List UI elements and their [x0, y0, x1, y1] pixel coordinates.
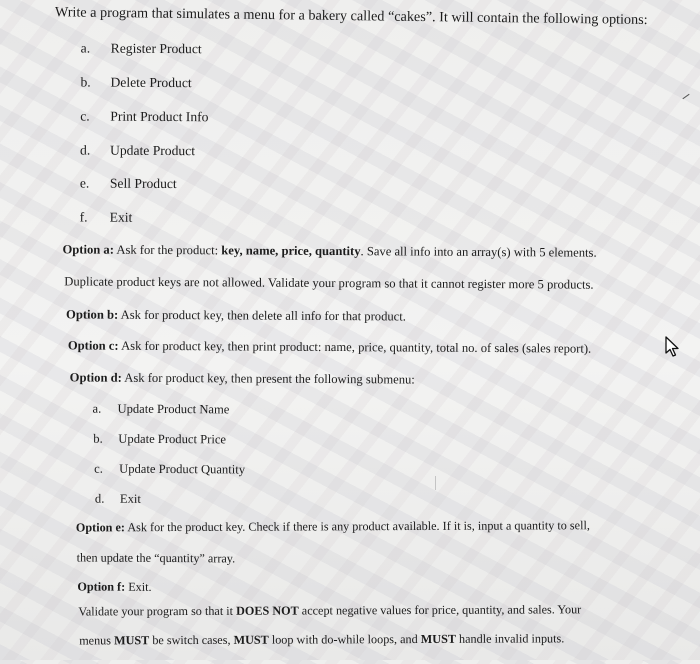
menu-item-update-product — [80, 142, 195, 159]
menu-label: Sell Product — [109, 175, 177, 192]
menu-label: Exit — [109, 209, 133, 225]
menu-label: Print Product Info — [110, 108, 209, 125]
option-c-label: Option c: — [67, 338, 119, 353]
option-e-label: Option e: — [75, 520, 125, 535]
option-f-line — [77, 578, 151, 594]
faint-mark — [435, 476, 436, 490]
option-d-label: Option d: — [69, 370, 122, 385]
validate-l2-mid-2: loop with do-while loops, and — [271, 632, 418, 647]
option-a-post: . Save all info into an array(s) with 5 elements. — [360, 244, 597, 260]
option-a-label: Option a: — [62, 242, 114, 257]
menu-item-register-product — [81, 40, 202, 57]
validate-l2-mid-1: be switch cases, — [152, 632, 231, 648]
submenu-item-update-quantity — [94, 461, 245, 478]
option-f-label: Option f: — [77, 579, 126, 594]
validate-must-2: MUST — [233, 632, 269, 647]
menu-marker: d. — [80, 142, 91, 158]
menu-marker: b. — [80, 74, 91, 90]
menu-marker: c. — [80, 108, 90, 124]
option-b-line — [66, 306, 406, 324]
menu-label: Update Product — [110, 142, 196, 159]
menu-item-print-product-info — [80, 108, 208, 125]
menu-item-delete-product — [80, 74, 191, 91]
validate-l2-post: handle invalid inputs. — [458, 631, 565, 646]
menu-marker: a. — [80, 40, 91, 56]
option-a-line-2: Duplicate product keys are not allowed. Validate your program so that it cannot register more 5 products. — [64, 274, 594, 292]
validate-must-1: MUST — [114, 633, 150, 648]
menu-item-sell-product — [80, 175, 177, 192]
submenu-marker: a. — [92, 401, 102, 416]
option-a-pre: Ask for the product: — [116, 242, 219, 258]
menu-marker: f. — [79, 209, 88, 225]
validate-must-3: MUST — [420, 631, 457, 647]
option-e-text: Ask for the product key. Check if there is any product available. If it is, input a quantity to sell, — [127, 518, 590, 535]
mouse-pointer-icon — [664, 336, 682, 358]
option-f-text: Exit. — [128, 579, 152, 594]
submenu-label: Update Product Name — [117, 401, 230, 417]
submenu-marker: d. — [94, 491, 105, 506]
validate-l1-bold: DOES NOT — [236, 603, 299, 618]
submenu-item-exit — [95, 491, 141, 507]
menu-item-exit — [80, 209, 133, 225]
validate-l2-pre: menus — [79, 633, 112, 648]
option-e-line-1 — [76, 517, 590, 535]
menu-label: Delete Product — [110, 74, 192, 91]
submenu-item-update-price — [93, 431, 226, 448]
validate-l1-pre: Validate your program so that it — [78, 603, 234, 619]
validate-line-1 — [78, 601, 581, 619]
submenu-label: Update Product Price — [118, 431, 227, 447]
submenu-marker: c. — [94, 461, 103, 476]
option-a-fields: key, name, price, quantity — [221, 243, 361, 259]
option-e-line-2: then update the “quantity” array. — [76, 550, 236, 566]
option-b-label: Option b: — [66, 307, 119, 322]
option-b-text: Ask for product key, then delete all info for that product. — [120, 307, 406, 324]
submenu-item-update-name — [92, 401, 229, 418]
submenu-marker: b. — [93, 431, 103, 446]
intro-text: Write a program that simulates a menu for a bakery called “cakes”. It will contain the following options: — [54, 4, 648, 29]
option-d-text: Ask for product key, then present the following submenu: — [124, 370, 415, 387]
option-c-line — [68, 337, 591, 356]
menu-label: Register Product — [110, 40, 202, 57]
submenu-label: Update Product Quantity — [119, 461, 246, 477]
option-c-text: Ask for product key, then print product: name, price, quantity, total no. of sales (sales report). — [121, 338, 592, 356]
validate-l1-post: accept negative values for price, quantity, and sales. Your — [301, 602, 582, 618]
option-d-line — [70, 369, 415, 387]
submenu-label: Exit — [119, 491, 141, 506]
option-a-line-1 — [62, 241, 596, 260]
validate-line-2 — [79, 630, 564, 648]
menu-marker: e. — [79, 175, 90, 191]
